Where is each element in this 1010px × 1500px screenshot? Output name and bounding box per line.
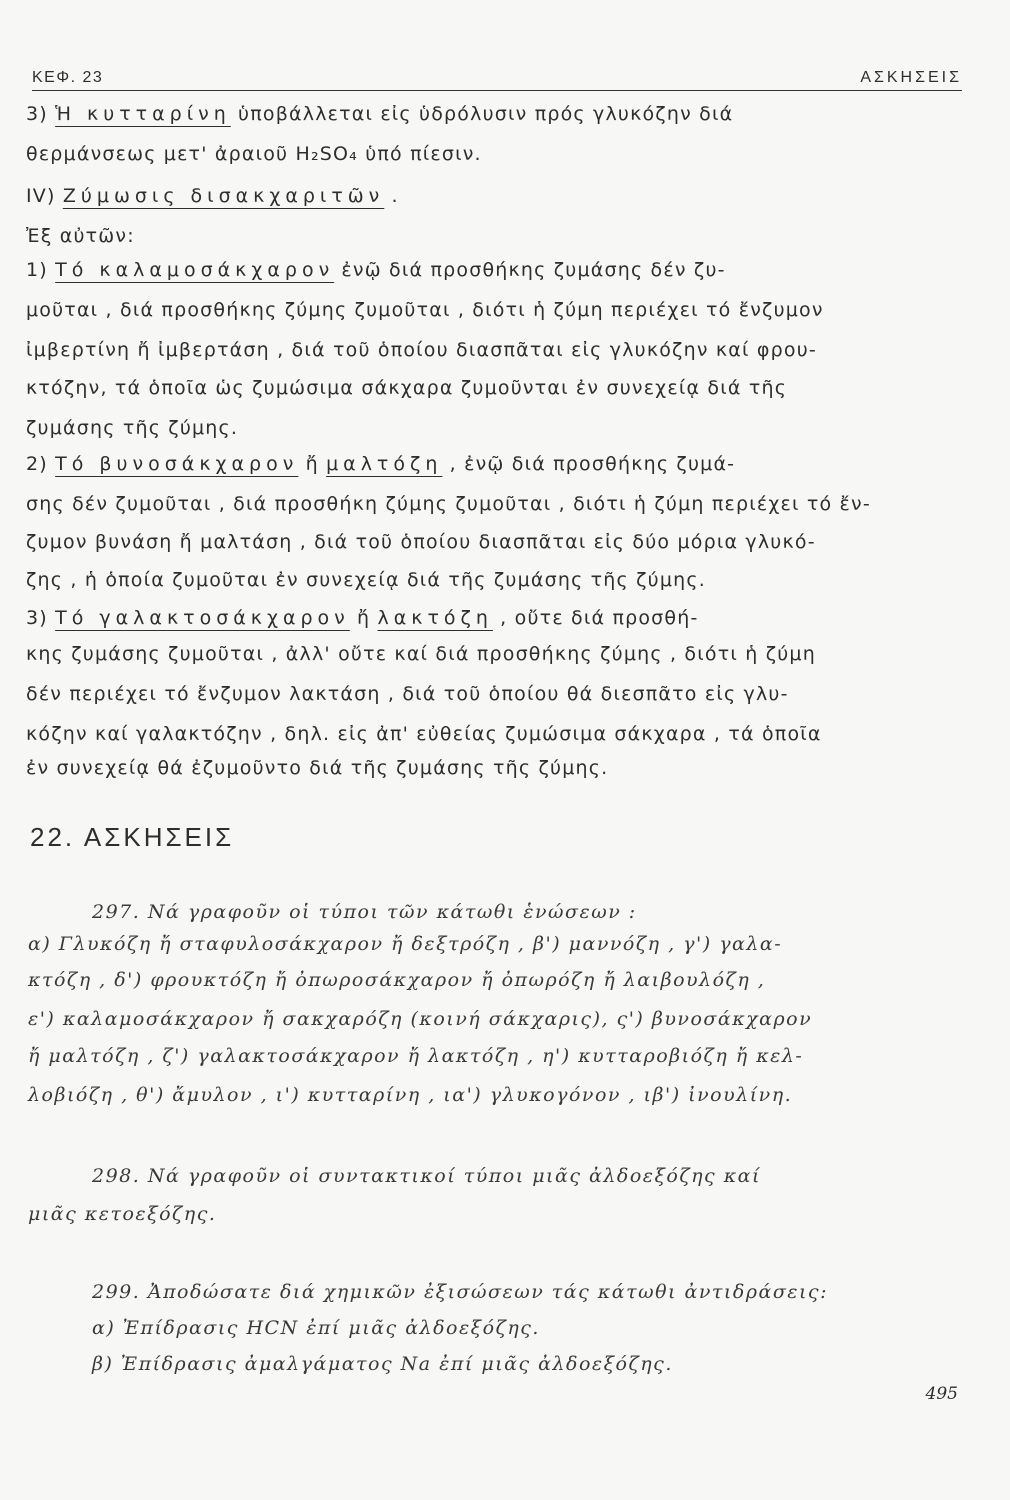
text-span: . <box>384 185 399 207</box>
exercise-line: ἤ μαλτόζη , ζ') γαλακτοσάκχαρον ἤ λακτόζη , η') κυτταροβιόζη ἤ κελ- <box>28 1045 804 1067</box>
text-line <box>26 720 970 748</box>
underlined-term: Τό καλαμοσάκχαρον <box>55 259 335 281</box>
text-line <box>26 182 970 210</box>
running-title: ΑΣΚΗΣΕΙΣ <box>860 69 962 86</box>
exercise-line: κτόζη , δ') φρουκτόζη ἤ ὀπωροσάκχαρον ἤ ὀπωρόζη ἤ λαιβουλόζη , <box>28 969 766 991</box>
text-line <box>26 450 970 478</box>
text-span: κης ζυμάσης ζυμοῦται , ἀλλ' οὔτε καί διά προσθήκης ζύμης , διότι ἡ ζύμη <box>26 643 816 665</box>
exercise-line: 299. Ἀποδώσατε διά χημικῶν ἐξισώσεων τάς κάτωθι ἀντιδράσεις: <box>92 1281 828 1303</box>
exercise-line: λοβιόζη , θ') ἄμυλον , ι') κυτταρίνη , ια') γλυκογόνον , ιβ') ἰνουλίνη. <box>28 1084 793 1106</box>
underlined-term: λακτόζη <box>377 607 493 629</box>
underlined-term: Τό βυνοσάκχαρον <box>55 453 299 475</box>
text-line <box>26 566 970 594</box>
exercise-line: 298. Νά γραφοῦν οἱ συντακτικοί τύποι μιᾶς ἀλδοεξόζης καί <box>92 1165 761 1187</box>
text-span: ἰμβερτίνη ἤ ἰμβερτάση , διά τοῦ ὁποίου διασπᾶται εἰς γλυκόζην καί φρου- <box>26 339 817 361</box>
text-line <box>26 256 970 284</box>
text-line <box>26 100 970 128</box>
exercise-line: 297. Νά γραφοῦν οἱ τύποι τῶν κάτωθι ἑνώσεων : <box>92 901 637 923</box>
underlined-term: Τό γαλακτοσάκχαρον <box>55 607 350 629</box>
text-line <box>26 490 970 518</box>
text-span: ἤ <box>298 453 327 475</box>
text-line <box>26 680 970 708</box>
text-span: κτόζην, τά ὁποῖα ὡς ζυμώσιμα σάκχαρα ζυμοῦνται ἐν συνεχείᾳ διά τῆς <box>26 377 788 399</box>
text-span: σης δέν ζυμοῦται , διά προσθήκη ζύμης ζυμοῦται , διότι ἡ ζύμη περιέχει τό ἔν- <box>26 493 871 515</box>
text-line <box>26 528 970 556</box>
text-span: , οὔτε διά προσθή- <box>492 607 699 629</box>
text-span: 3) <box>26 607 56 629</box>
text-span: δέν περιέχει τό ἔνζυμον λακτάση , διά τοῦ ὁποίου θά διεσπᾶτο εἰς γλυ- <box>26 683 789 705</box>
exercise-line: α) Ἐπίδρασις HCN ἐπί μιᾶς ἀλδοεξόζης. <box>92 1317 540 1339</box>
exercise-line: β) Ἐπίδρασις ἀμαλγάματος Na ἐπί μιᾶς ἀλδοεξόζης. <box>92 1353 673 1375</box>
page-number: 495 <box>925 1384 958 1404</box>
text-line <box>26 640 970 668</box>
exercise-line: μιᾶς κετοεξόζης. <box>28 1203 217 1225</box>
text-span: ἐν συνεχείᾳ θά ἐζυμοῦντο διά τῆς ζυμάσης τῆς ζύμης. <box>26 757 609 779</box>
section-title: 22. ΑΣΚΗΣΕΙΣ <box>30 822 235 852</box>
text-span: ὑποβάλλεται εἰς ὑδρόλυσιν πρός γλυκόζην διά <box>230 103 734 125</box>
exercise-line: α) Γλυκόζη ἤ σταφυλοσάκχαρον ἤ δεξτρόζη , β') μαννόζη , γ') γαλα- <box>28 933 783 955</box>
text-line <box>26 374 970 402</box>
text-span: ἐνῷ διά προσθήκης ζυμάσης δέν ζυ- <box>334 259 726 281</box>
text-span: 1) <box>26 259 56 281</box>
page-header <box>32 64 962 91</box>
text-span: , ἐνῷ διά προσθήκης ζυμά- <box>442 453 736 475</box>
chapter-label: ΚΕΦ. 23 <box>32 69 104 86</box>
text-line <box>26 296 970 324</box>
text-span: κόζην καί γαλακτόζην , δηλ. εἰς ἀπ' εὐθείας ζυμώσιμα σάκχαρα , τά ὁποῖα <box>26 723 822 745</box>
text-span: ζυμάσης τῆς ζύμης. <box>26 417 239 439</box>
text-span: 3) <box>26 103 56 125</box>
underlined-term: Ζύμωσις δισακχαριτῶν <box>62 185 385 207</box>
text-span: θερμάνσεως μετ' ἀραιοῦ H₂SO₄ ὑπό πίεσιν. <box>26 143 482 165</box>
text-line <box>26 414 970 442</box>
text-line <box>26 140 970 168</box>
text-span: ζυμον βυνάση ἤ μαλτάση , διά τοῦ ὁποίου διασπᾶται εἰς δύο μόρια γλυκό- <box>26 531 816 553</box>
text-span: 2) <box>26 453 56 475</box>
exercise-line: ε') καλαμοσάκχαρον ἤ σακχαρόζη (κοινή σάκχαρις), ς') βυνοσάκχαρον <box>28 1008 813 1030</box>
text-span: IV) <box>26 185 63 207</box>
underlined-term: μαλτόζη <box>326 453 443 475</box>
underlined-term: Ἡ κυτταρίνη <box>55 103 231 125</box>
text-line <box>26 604 970 632</box>
text-line <box>26 222 970 250</box>
text-line <box>26 754 970 782</box>
text-span: Ἐξ αὐτῶν: <box>26 225 135 247</box>
text-span: ἤ <box>349 607 378 629</box>
text-span: ζης , ἡ ὁποία ζυμοῦται ἐν συνεχείᾳ διά τῆς ζυμάσης τῆς ζύμης. <box>26 569 706 591</box>
text-span: μοῦται , διά προσθήκης ζύμης ζυμοῦται , διότι ἡ ζύμη περιέχει τό ἔνζυμον <box>26 299 824 321</box>
text-line <box>26 336 970 364</box>
